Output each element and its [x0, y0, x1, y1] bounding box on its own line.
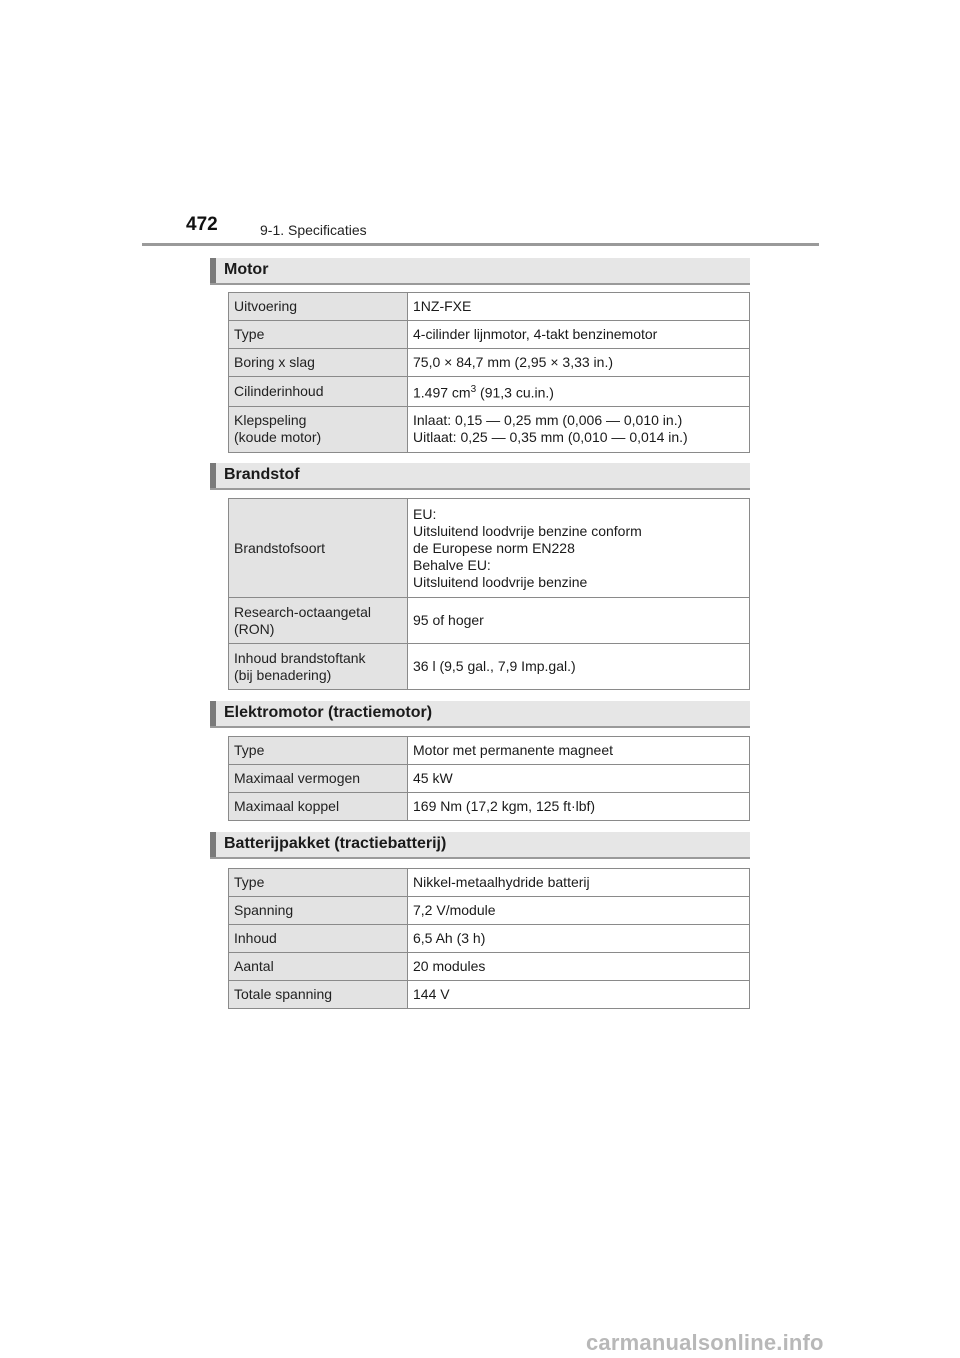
spec-label: Totale spanning [229, 981, 408, 1009]
spec-label: Type [229, 321, 408, 349]
table-row [229, 293, 750, 321]
table-row [229, 869, 750, 897]
spec-value: 144 V [408, 981, 750, 1009]
table-row [229, 765, 750, 793]
spec-label: Boring x slag [229, 349, 408, 377]
spec-label: Type [229, 737, 408, 765]
brandstof-spec-table [228, 498, 750, 690]
section-title-batterij: Batterijpakket (tractiebatterij) [224, 835, 447, 852]
batterij-spec-table [228, 868, 750, 1009]
page-number: 472 [186, 214, 218, 235]
motor-spec-table [228, 292, 750, 453]
spec-value-rest: (91,3 cu.in.) [476, 384, 554, 401]
section-heading-elektromotor [210, 701, 750, 728]
spec-label: Inhoud brandstoftank (bij benadering) [229, 644, 408, 690]
section-title-brandstof: Brandstof [224, 466, 300, 483]
spec-label: Cilinderinhoud [229, 377, 408, 407]
spec-value: 1NZ-FXE [408, 293, 750, 321]
spec-value: Nikkel-metaalhydride batterij [408, 869, 750, 897]
table-row [229, 737, 750, 765]
section-heading-brandstof [210, 463, 750, 490]
table-row [229, 793, 750, 821]
table-row [229, 981, 750, 1009]
heading-accent-bar [210, 258, 216, 283]
spec-value: 169 Nm (17,2 kgm, 125 ft·lbf) [408, 793, 750, 821]
table-row [229, 598, 750, 644]
watermark: carmanualsonline.info [586, 1330, 824, 1355]
spec-value-main: 1.497 cm [413, 384, 471, 401]
section-heading-batterij [210, 832, 750, 859]
spec-value: Inlaat: 0,15 — 0,25 mm (0,006 — 0,010 in.) Uitlaat: 0,25 — 0,35 mm (0,010 — 0,014 in.) [408, 406, 750, 452]
table-row [229, 953, 750, 981]
table-row [229, 499, 750, 598]
spec-label: Maximaal koppel [229, 793, 408, 821]
spec-value: 36 l (9,5 gal., 7,9 Imp.gal.) [408, 644, 750, 690]
table-row [229, 321, 750, 349]
spec-label: Inhoud [229, 925, 408, 953]
spec-value: 20 modules [408, 953, 750, 981]
spec-value: Motor met permanente magneet [408, 737, 750, 765]
elektromotor-spec-table [228, 736, 750, 821]
spec-label: Type [229, 869, 408, 897]
spec-value: 6,5 Ah (3 h) [408, 925, 750, 953]
spec-value: 7,2 V/module [408, 897, 750, 925]
spec-value: EU: Uitsluitend loodvrije benzine conform de Europese norm EN228 Behalve EU: Uitsluitend loodvrije benzine [408, 499, 750, 598]
heading-accent-bar [210, 701, 216, 726]
spec-value [408, 377, 750, 407]
heading-accent-bar [210, 463, 216, 488]
spec-label: Klepspeling (koude motor) [229, 406, 408, 452]
header-divider [142, 243, 819, 246]
table-row [229, 897, 750, 925]
table-row [229, 925, 750, 953]
section-heading-motor [210, 258, 750, 285]
spec-label: Maximaal vermogen [229, 765, 408, 793]
section-title-elektromotor: Elektromotor (tractiemotor) [224, 704, 433, 721]
spec-label: Spanning [229, 897, 408, 925]
section-title-motor: Motor [224, 261, 269, 278]
table-row [229, 349, 750, 377]
spec-value: 45 kW [408, 765, 750, 793]
superscript-exponent: 3 [470, 384, 477, 395]
table-row [229, 644, 750, 690]
spec-value: 95 of hoger [408, 598, 750, 644]
heading-accent-bar [210, 832, 216, 857]
section-label: 9-1. Specificaties [260, 222, 367, 238]
spec-label: Aantal [229, 953, 408, 981]
table-row [229, 406, 750, 452]
spec-label: Uitvoering [229, 293, 408, 321]
spec-value: 4-cilinder lijnmotor, 4-takt benzinemotor [408, 321, 750, 349]
spec-value: 75,0 × 84,7 mm (2,95 × 3,33 in.) [408, 349, 750, 377]
table-row [229, 377, 750, 407]
spec-label: Research-octaangetal (RON) [229, 598, 408, 644]
spec-label: Brandstofsoort [229, 499, 408, 598]
